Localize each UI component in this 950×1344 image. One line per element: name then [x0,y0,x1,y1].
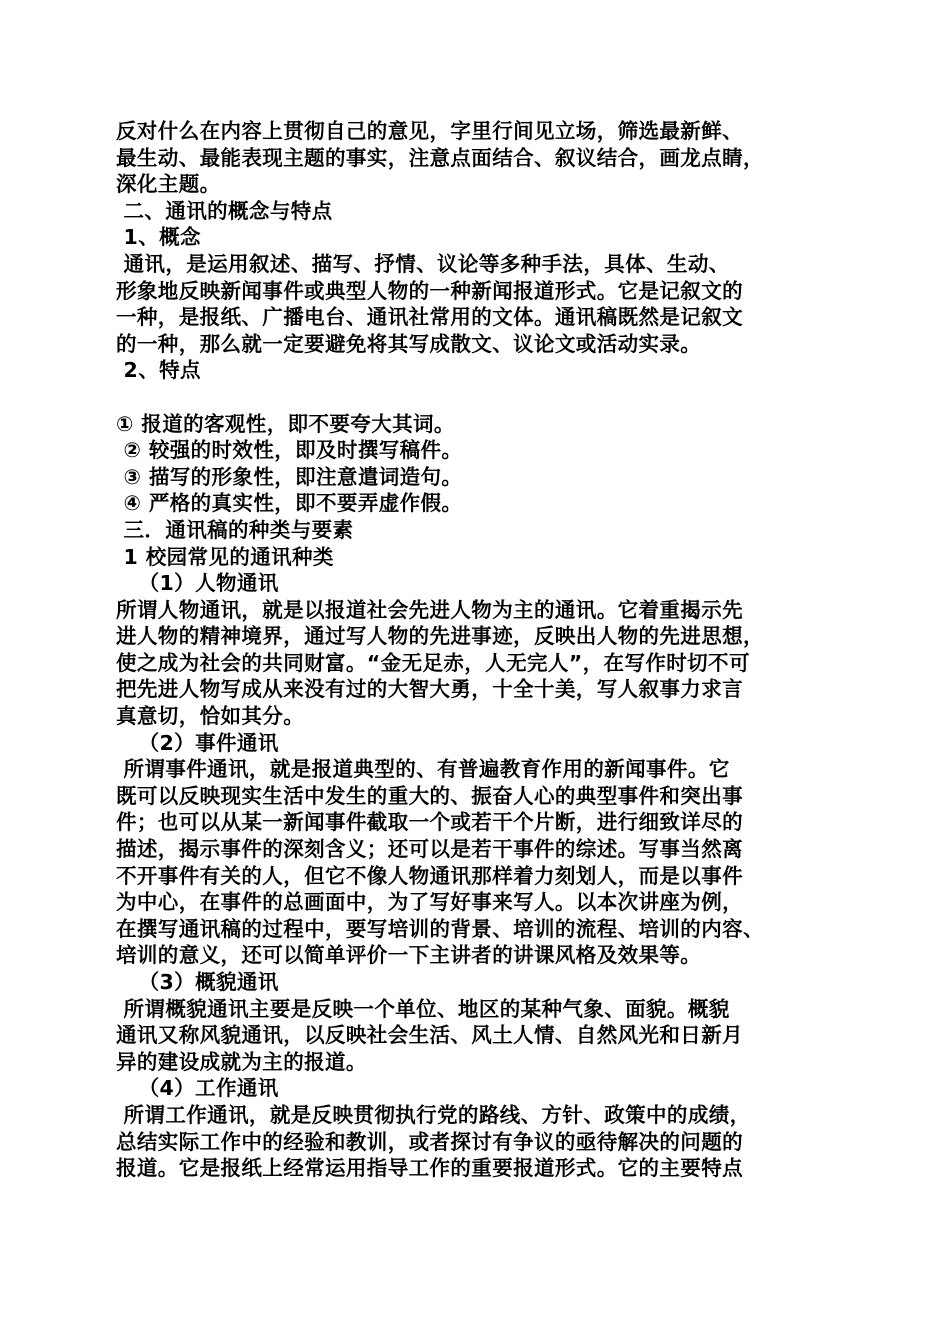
text-line: 深化主题。 [116,172,221,197]
text-line: 反对什么在内容上贯彻自己的意见，字里行间见立场，筛选最新鲜、 [116,119,743,143]
subsection-heading: （3）概貌通讯 [116,970,279,994]
subsection-heading: （2）事件通讯 [116,730,279,755]
text-line: 通讯又称风貌通讯，以反映社会生活、风土人情、自然风光和日新月 [116,1023,743,1048]
text-line: 总结实际工作中的经验和教训，或者探讨有争议的亟待解决的问题的 [116,1129,743,1154]
text-line: 所谓人物通讯，就是以报道社会先进人物为主的通讯。它着重揭示先 [116,597,743,622]
text-line: 异的建设成就为主的报道。 [116,1049,367,1074]
subsection-heading: 1 校园常见的通讯种类 [116,544,334,569]
text-line: 报道。它是报纸上经常运用指导工作的重要报道形式。它的主要特点 [116,1156,743,1181]
text-line: 通讯，是运用叙述、描写、抒情、议论等多种手法，具体、生动、 [116,251,730,276]
list-item: ③ 描写的形象性，即注意遣词造句。 [116,464,463,489]
list-item: ② 较强的时效性，即及时撰写稿件。 [116,438,463,463]
subsection-heading: （4）工作通讯 [116,1076,279,1101]
list-item: ④ 严格的真实性，即不要弄虚作假。 [116,491,463,516]
subsection-heading: 1、概念 [116,225,201,250]
text-line: 为中心，在事件的总画面中，为了写好事来写人。以本次讲座为例， [116,890,743,915]
text-line: 最生动、最能表现主题的事实，注意点面结合、叙议结合，画龙点睛， [116,145,764,170]
document-body [116,118,838,1182]
text-line: 一种，是报纸、广播电台、通讯社常用的文体。通讯稿既然是记叙文 [116,305,743,330]
text-line: 的一种，那么就一定要避免将其写成散文、议论文或活动实录。 [116,331,702,356]
section-heading: 二、通讯的概念与特点 [116,198,333,223]
text-line: 真意切，恰如其分。 [116,704,305,729]
text-line: 既可以反映现实生活中发生的重大的、振奋人心的典型事件和突出事 [116,783,743,808]
subsection-heading: （1）人物通讯 [116,571,279,596]
text-line: 所谓工作通讯，就是反映贯彻执行党的路线、方针、政策中的成绩， [116,1102,751,1127]
text-line: 进人物的精神境界，通过写人物的先进事迹，反映出人物的先进思想， [116,624,764,649]
text-line: 把先进人物写成从来没有过的大智大勇，十全十美，写人叙事力求言 [116,677,743,702]
text-line: 所谓概貌通讯主要是反映一个单位、地区的某种气象、面貌。概貌 [116,996,730,1021]
text-line: 形象地反映新闻事件或典型人物的一种新闻报道形式。它是记叙文的 [116,278,743,303]
section-heading: 三．通讯稿的种类与要素 [116,517,354,542]
text-line: 使之成为社会的共同财富。“金无足赤，人无完人”，在写作时切不可 [116,650,750,675]
list-item: ① 报道的客观性，即不要夸大其词。 [116,411,455,436]
blank-line [116,384,838,411]
subsection-heading: 2、特点 [116,358,201,383]
text-line: 件；也可以从某一新闻事件截取一个或若干个片断，进行细致详尽的 [116,810,743,835]
text-line: 不开事件有关的人，但它不像人物通讯那样着力刻划人，而是以事件 [116,863,743,888]
text-line: 在撰写通讯稿的过程中，要写培训的背景、培训的流程、培训的内容、 [116,916,764,941]
text-line: 所谓事件通讯，就是报道典型的、有普遍教育作用的新闻事件。它 [116,757,730,782]
text-line: 培训的意义，还可以简单评价一下主讲者的讲课风格及效果等。 [116,943,702,968]
text-line: 描述，揭示事件的深刻含义；还可以是若干事件的综述。写事当然离 [116,837,743,862]
